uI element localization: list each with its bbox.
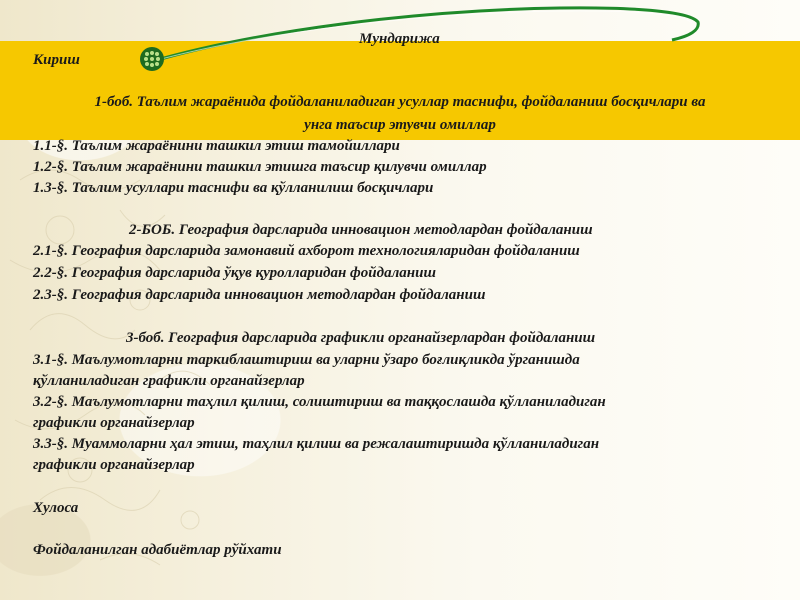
chapter2-heading: 2-БОБ. География дарсларида инновацион методлардан фойдаланиш [129,222,593,238]
references-entry: Фойдаланилган адабиётлар рўйхати [33,542,282,558]
intro-entry: Кириш [33,52,80,68]
chapter3-item: 3.2-§. Маълумотларни таҳлил қилиш, солиштириш ва таққослашда қўлланиладиган [33,394,606,410]
chapter3-item: қўлланиладиган графикли органайзерлар [33,373,305,389]
chapter1-item: 1.1-§. Таълим жараёнини ташкил этиш тамойиллари [33,138,400,154]
chapter3-item: 3.3-§. Муаммоларни ҳал этиш, таҳлил қилиш ва режалаштиришда қўлланиладиган [33,436,600,452]
chapter1-heading-line2: унга таъсир этувчи омиллар [304,117,496,133]
chapter2-item: 2.1-§. География дарсларида замонавий ахборот технологияларидан фойдаланиш [33,243,580,259]
chapter3-item: графикли органайзерлар [33,415,195,431]
chapter1-heading-line1: 1-боб. Таълим жараёнида фойдаланиладиган усуллар таснифи, фойдаланиш босқичлари ва [94,94,706,110]
chapter3-item: 3.1-§. Маълумотларни таркиблаштириш ва уларни ўзаро боғлиқликда ўрганишда [33,352,580,368]
chapter2-item: 2.2-§. География дарсларида ўқув қуролларидан фойдаланиш [33,265,436,281]
page-title: Мундарижа [359,31,440,47]
chapter1-item: 1.2-§. Таълим жараёнини ташкил этишга таъсир қилувчи омиллар [33,159,487,175]
chapter3-heading: 3-боб. География дарсларида графикли органайзерлардан фойдаланиш [126,330,596,346]
chapter3-item: графикли органайзерлар [33,457,195,473]
chapter2-item: 2.3-§. География дарсларида инновацион методлардан фойдаланиш [33,287,486,303]
conclusion-entry: Хулоса [33,500,79,516]
chapter1-item: 1.3-§. Таълим усуллари таснифи ва қўлланилиш босқичлари [33,180,434,196]
